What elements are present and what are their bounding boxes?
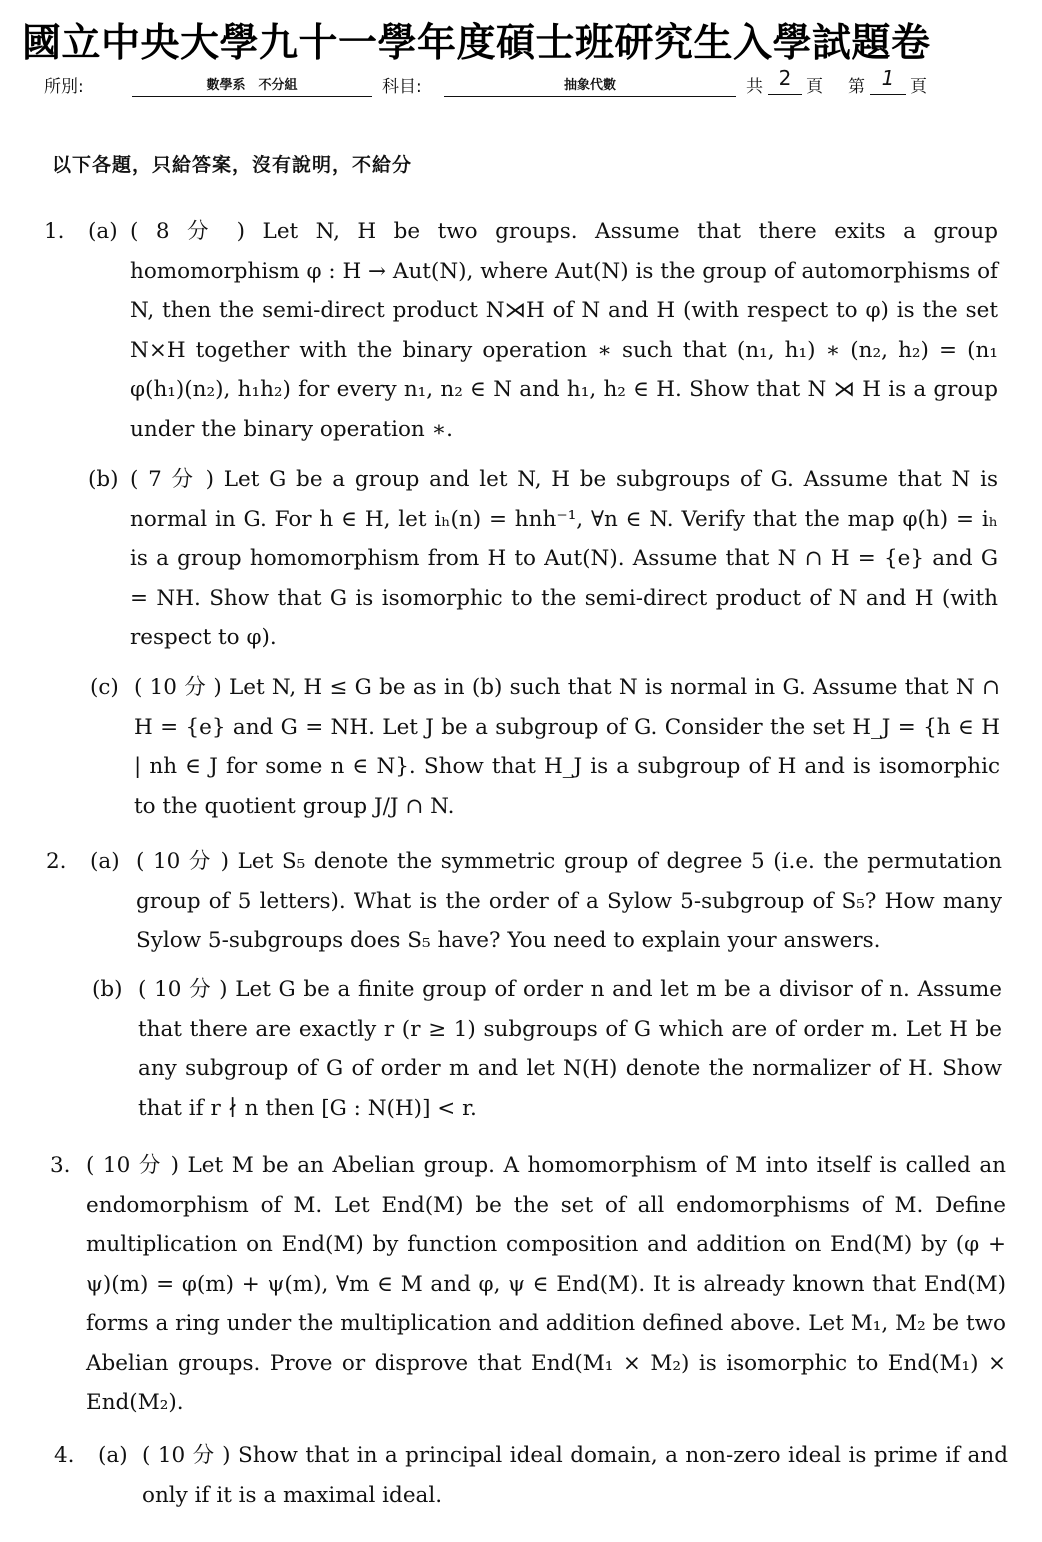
page-label-post: 頁 <box>910 77 927 97</box>
part-4a <box>142 1436 1008 1515</box>
points-badge: ( 10 分 ) <box>138 977 228 1002</box>
points-badge: ( 10 分 ) <box>86 1153 179 1178</box>
points-badge: ( 10 分 ) <box>134 675 222 700</box>
question-number: 1. <box>44 219 65 244</box>
question-text: Let N, H be two groups. Assume that there exits a group homomorphism φ : H → Aut(N), where Aut(N) is the group of automorphisms of N, then the semi-direct product N⋊H of N and H (with respect to φ) is the set N×H together with the binary operation ∗ such that (n₁, h₁) ∗ (n₂, h₂) = (n₁ φ(h₁)(n₂), h₁h₂) for every n₁, n₂ ∈ N and h₁, h₂ ∈ H. Show that N ⋊ H is a group under the binary operation ∗. <box>130 219 998 442</box>
part-label: (a) <box>98 1443 128 1468</box>
question-number: 3. <box>50 1153 71 1178</box>
part-label: (a) <box>90 849 120 874</box>
part-label: (c) <box>90 675 119 700</box>
question-text: Let S₅ denote the symmetric group of degree 5 (i.e. the permutation group of 5 letters). What is the order of a Sylow 5-subgroup of S₅? How many Sylow 5-subgroups does S₅ have? You need to explain your answers. <box>136 849 1002 953</box>
question-number: 2. <box>46 849 67 874</box>
points-badge: ( 7 分 ) <box>130 467 215 492</box>
points-badge: ( 10 分 ) <box>142 1443 231 1468</box>
dept-label: 所別: <box>44 77 84 97</box>
page-number: 1 <box>870 66 906 95</box>
question-text: Let N, H ≤ G be as in (b) such that N is normal in G. Assume that N ∩ H = {e} and G = NH. Let J be a subgroup of G. Consider the set H_J = {h ∈ H | nh ∈ J for some n ∈ N}. Show that H_J is a subgroup of H and is isomorphic to the quotient group J/J ∩ N. <box>134 675 1000 819</box>
question-number: 4. <box>54 1443 75 1468</box>
question-3-body <box>86 1146 1006 1423</box>
question-text: Let G be a finite group of order n and let m be a divisor of n. Assume that there are exactly r (r ≥ 1) subgroups of G which are of order m. Let H be any subgroup of G of order m and let N(H) denote the normalizer of H. Show that if r ∤ n then [G : N(H)] < r. <box>138 977 1003 1121</box>
part-2a <box>136 842 1002 961</box>
question-text: Show that in a principal ideal domain, a non-zero ideal is prime if and only if it is a maximal ideal. <box>142 1443 1008 1508</box>
part-1a <box>130 212 998 449</box>
question-text: Let G be a group and let N, H be subgroups of G. Assume that N is normal in G. For h ∈ H, let iₕ(n) = hnh⁻¹, ∀n ∈ N. Verify that the map φ(h) = iₕ is a group homomorphism from H to Aut(N). Assume that N ∩ H = {e} and G = NH. Show that G is isomorphic to the semi-direct product of N and H (with respect to φ). <box>130 467 998 650</box>
part-1b <box>130 460 998 658</box>
points-badge: ( 8 分 ) <box>130 219 246 244</box>
part-label: (a) <box>88 219 118 244</box>
part-1c <box>134 668 1000 826</box>
points-badge: ( 10 分 ) <box>136 849 230 874</box>
header-meta <box>44 66 1014 100</box>
total-pages: 2 <box>768 66 802 95</box>
exam-title: 國立中央大學九十一學年度碩士班研究生入學試題卷 <box>22 21 931 66</box>
part-label: (b) <box>92 977 123 1002</box>
total-label-post: 頁 <box>806 77 823 97</box>
part-label: (b) <box>88 467 119 492</box>
subject-label: 科目: <box>382 77 422 97</box>
question-text: Let M be an Abelian group. A homomorphism of M into itself is called an endomorphism of M. Let End(M) be the set of all endomorphisms of M. Define multiplication on End(M) by function composition and addition on End(M) by (φ + ψ)(m) = φ(m) + ψ(m), ∀m ∈ M and φ, ψ ∈ End(M). It is already known that End(M) forms a ring under the multiplication and addition defined above. Let M₁, M₂ be two Abelian groups. Prove or disprove that End(M₁ × M₂) is isomorphic to End(M₁) × End(M₂). <box>86 1153 1006 1415</box>
part-2b <box>138 970 1002 1128</box>
total-label-pre: 共 <box>746 77 763 97</box>
instruction: 以下各題，只給答案，沒有說明，不給分 <box>52 154 413 176</box>
page-label-pre: 第 <box>848 77 865 97</box>
subject-value: 抽象代數 <box>444 74 736 97</box>
dept-value: 數學系 不分組 <box>132 74 372 97</box>
